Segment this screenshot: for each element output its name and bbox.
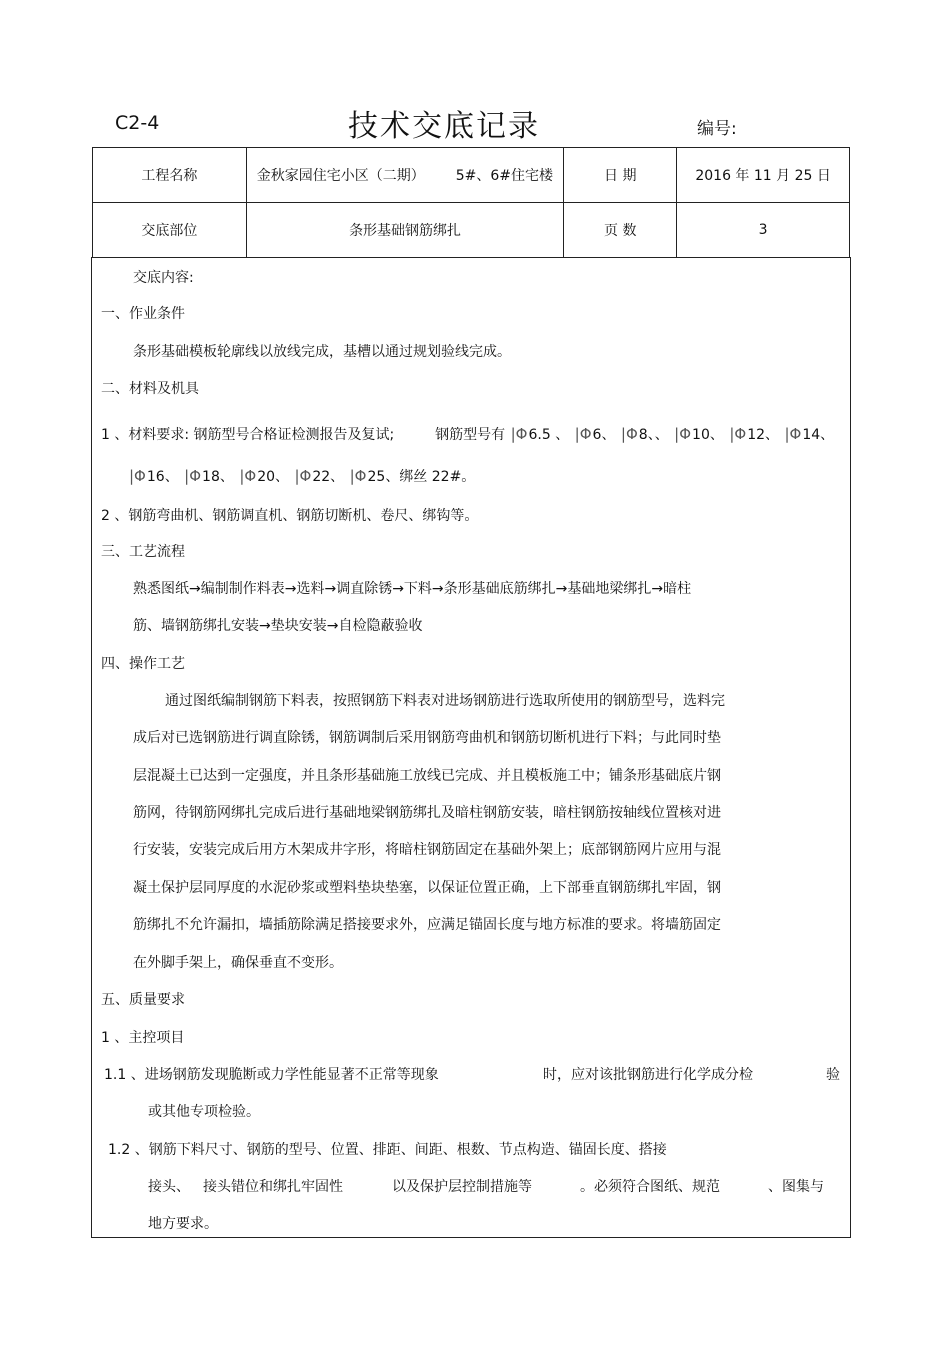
section-2-title: 二、材料及机具 [101, 381, 199, 397]
operation-line: 筋绑扎不允许漏扣，墙插筋除满足搭接要求外，应满足锚固长度与地方标准的要求。将墙筋固定 [133, 917, 721, 933]
rebar-size: 22、 [312, 469, 345, 485]
section-1-text: 条形基础模板轮廓线以放线完成，基槽以通过规划验线完成。 [133, 344, 511, 360]
rebar-size: 6.5 、 [528, 427, 570, 443]
operation-line: 通过图纸编制钢筋下料表，按照钢筋下料表对进场钢筋进行选取所使用的钢筋型号，选料完 [165, 693, 725, 709]
document-title: 技术交底记录 [348, 109, 540, 144]
item-1-1-part-c: 验 [826, 1067, 840, 1083]
table-row [93, 148, 850, 203]
pages-label: 页 数 [564, 203, 677, 258]
item-1-2-part-b5: 、图集与 [768, 1179, 824, 1195]
table-row [93, 203, 850, 258]
rebar-size: 10、 [692, 427, 724, 443]
operation-line: 筋网，待钢筋网绑扎完成后进行基础地梁钢筋绑扎及暗柱钢筋安装，暗柱钢筋按轴线位置核对进 [133, 805, 721, 821]
item-1-1-part-a: 1.1 、进场钢筋发现脆断或力学性能显著不正常等现象 [104, 1067, 439, 1083]
part-label: 交底部位 [93, 203, 247, 258]
rebar-symbol-icon: |Φ [294, 467, 312, 485]
info-table [92, 147, 850, 258]
section-5-title: 五、质量要求 [101, 992, 185, 1008]
date-label: 日 期 [564, 148, 677, 203]
rebar-size: 20、 [257, 469, 290, 485]
rebar-symbol-icon: |Φ [620, 425, 638, 443]
project-name-part-a: 金秋家园住宅小区（二期） [256, 168, 425, 184]
pages-value: 3 [677, 203, 850, 258]
item-1-1-part-d: 或其他专项检验。 [148, 1104, 260, 1120]
operation-line: 层混凝土已达到一定强度，并且条形基础施工放线已完成、并且模板施工中；铺条形基础底片钢 [133, 768, 721, 784]
equipment-list: 2 、钢筋弯曲机、钢筋调直机、钢筋切断机、卷尺、绑钩等。 [101, 508, 479, 524]
item-1-2-part-b4: 。必须符合图纸、规范 [580, 1179, 720, 1195]
rebar-symbol-icon: |Φ [674, 425, 692, 443]
rebar-symbol-icon: |Φ [349, 467, 367, 485]
item-1-2-part-a: 1.2 、钢筋下料尺寸、钢筋的型号、位置、排距、间距、根数、节点构造、锚固长度、搭接 [108, 1142, 667, 1158]
item-1-2-part-b2: 接头错位和绑扎牢固性 [203, 1179, 343, 1195]
rebar-size: 8、、 [638, 427, 669, 443]
number-label: 编号: [697, 119, 737, 139]
section-3-title: 三、工艺流程 [101, 544, 185, 560]
operation-line: 在外脚手架上，确保垂直不变形。 [133, 955, 343, 971]
rebar-size: 6、 [592, 427, 616, 443]
operation-line: 凝土保护层同厚度的水泥砂浆或塑料垫块垫塞，以保证位置正确，上下部垂直钢筋绑扎牢固，钢 [133, 880, 721, 896]
section-4-title: 四、操作工艺 [101, 656, 185, 672]
project-name-value [246, 148, 564, 203]
part-value: 条形基础钢筋绑扎 [246, 203, 564, 258]
main-control-items-title: 1 、主控项目 [101, 1030, 185, 1046]
rebar-size: 25、绑丝 22#。 [367, 469, 476, 485]
rebar-symbol-icon: |Φ [784, 425, 802, 443]
rebar-symbol-icon: |Φ [574, 425, 592, 443]
rebar-size: 16、 [146, 469, 179, 485]
process-flow-line-1: 熟悉图纸→编制制作料表→选料→调直除锈→下料→条形基础底筋绑扎→基础地梁绑扎→暗柱 [133, 581, 692, 597]
item-1-1-part-b: 时，应对该批钢筋进行化学成分检 [543, 1067, 753, 1083]
rebar-size: 14、 [802, 427, 835, 443]
content-intro: 交底内容: [133, 270, 194, 286]
material-requirements-row2 [128, 466, 475, 486]
item-1-2-part-b1: 接头、 [148, 1179, 190, 1195]
process-flow-line-2: 筋、墙钢筋绑扎安装→垫块安装→自检隐蔽验收 [133, 618, 423, 634]
item-1-2-part-b3: 以及保护层控制措施等 [392, 1179, 532, 1195]
operation-line: 成后对已选钢筋进行调直除锈，钢筋调制后采用钢筋弯曲机和钢筋切断机进行下料；与此同时垫 [133, 730, 721, 746]
rebar-symbol-icon: |Φ [239, 467, 257, 485]
rebar-symbol-icon: |Φ [184, 467, 202, 485]
form-code: C2-4 [115, 112, 160, 134]
material-requirements-label: 1 、材料要求: 钢筋型号合格证检测报告及复试; [101, 427, 395, 443]
rebar-types-label: 钢筋型号有 [435, 427, 506, 443]
rebar-size: 12、 [747, 427, 780, 443]
rebar-symbol-icon: |Φ [510, 425, 528, 443]
project-name-label: 工程名称 [93, 148, 247, 203]
section-1-title: 一、作业条件 [101, 306, 185, 322]
project-name-part-b: 5#、6#住宅楼 [455, 168, 553, 184]
operation-line: 行安装，安装完成后用方木架成井字形，将暗柱钢筋固定在基础外架上；底部钢筋网片应用与混 [133, 842, 721, 858]
rebar-symbol-icon: |Φ [729, 425, 747, 443]
content-box [91, 257, 851, 1238]
item-1-2-part-c: 地方要求。 [148, 1216, 218, 1232]
material-requirements-row1 [101, 424, 834, 444]
rebar-symbol-icon: |Φ [129, 467, 146, 485]
rebar-size: 18、 [202, 469, 234, 485]
date-value: 2016 年 11 月 25 日 [677, 148, 850, 203]
